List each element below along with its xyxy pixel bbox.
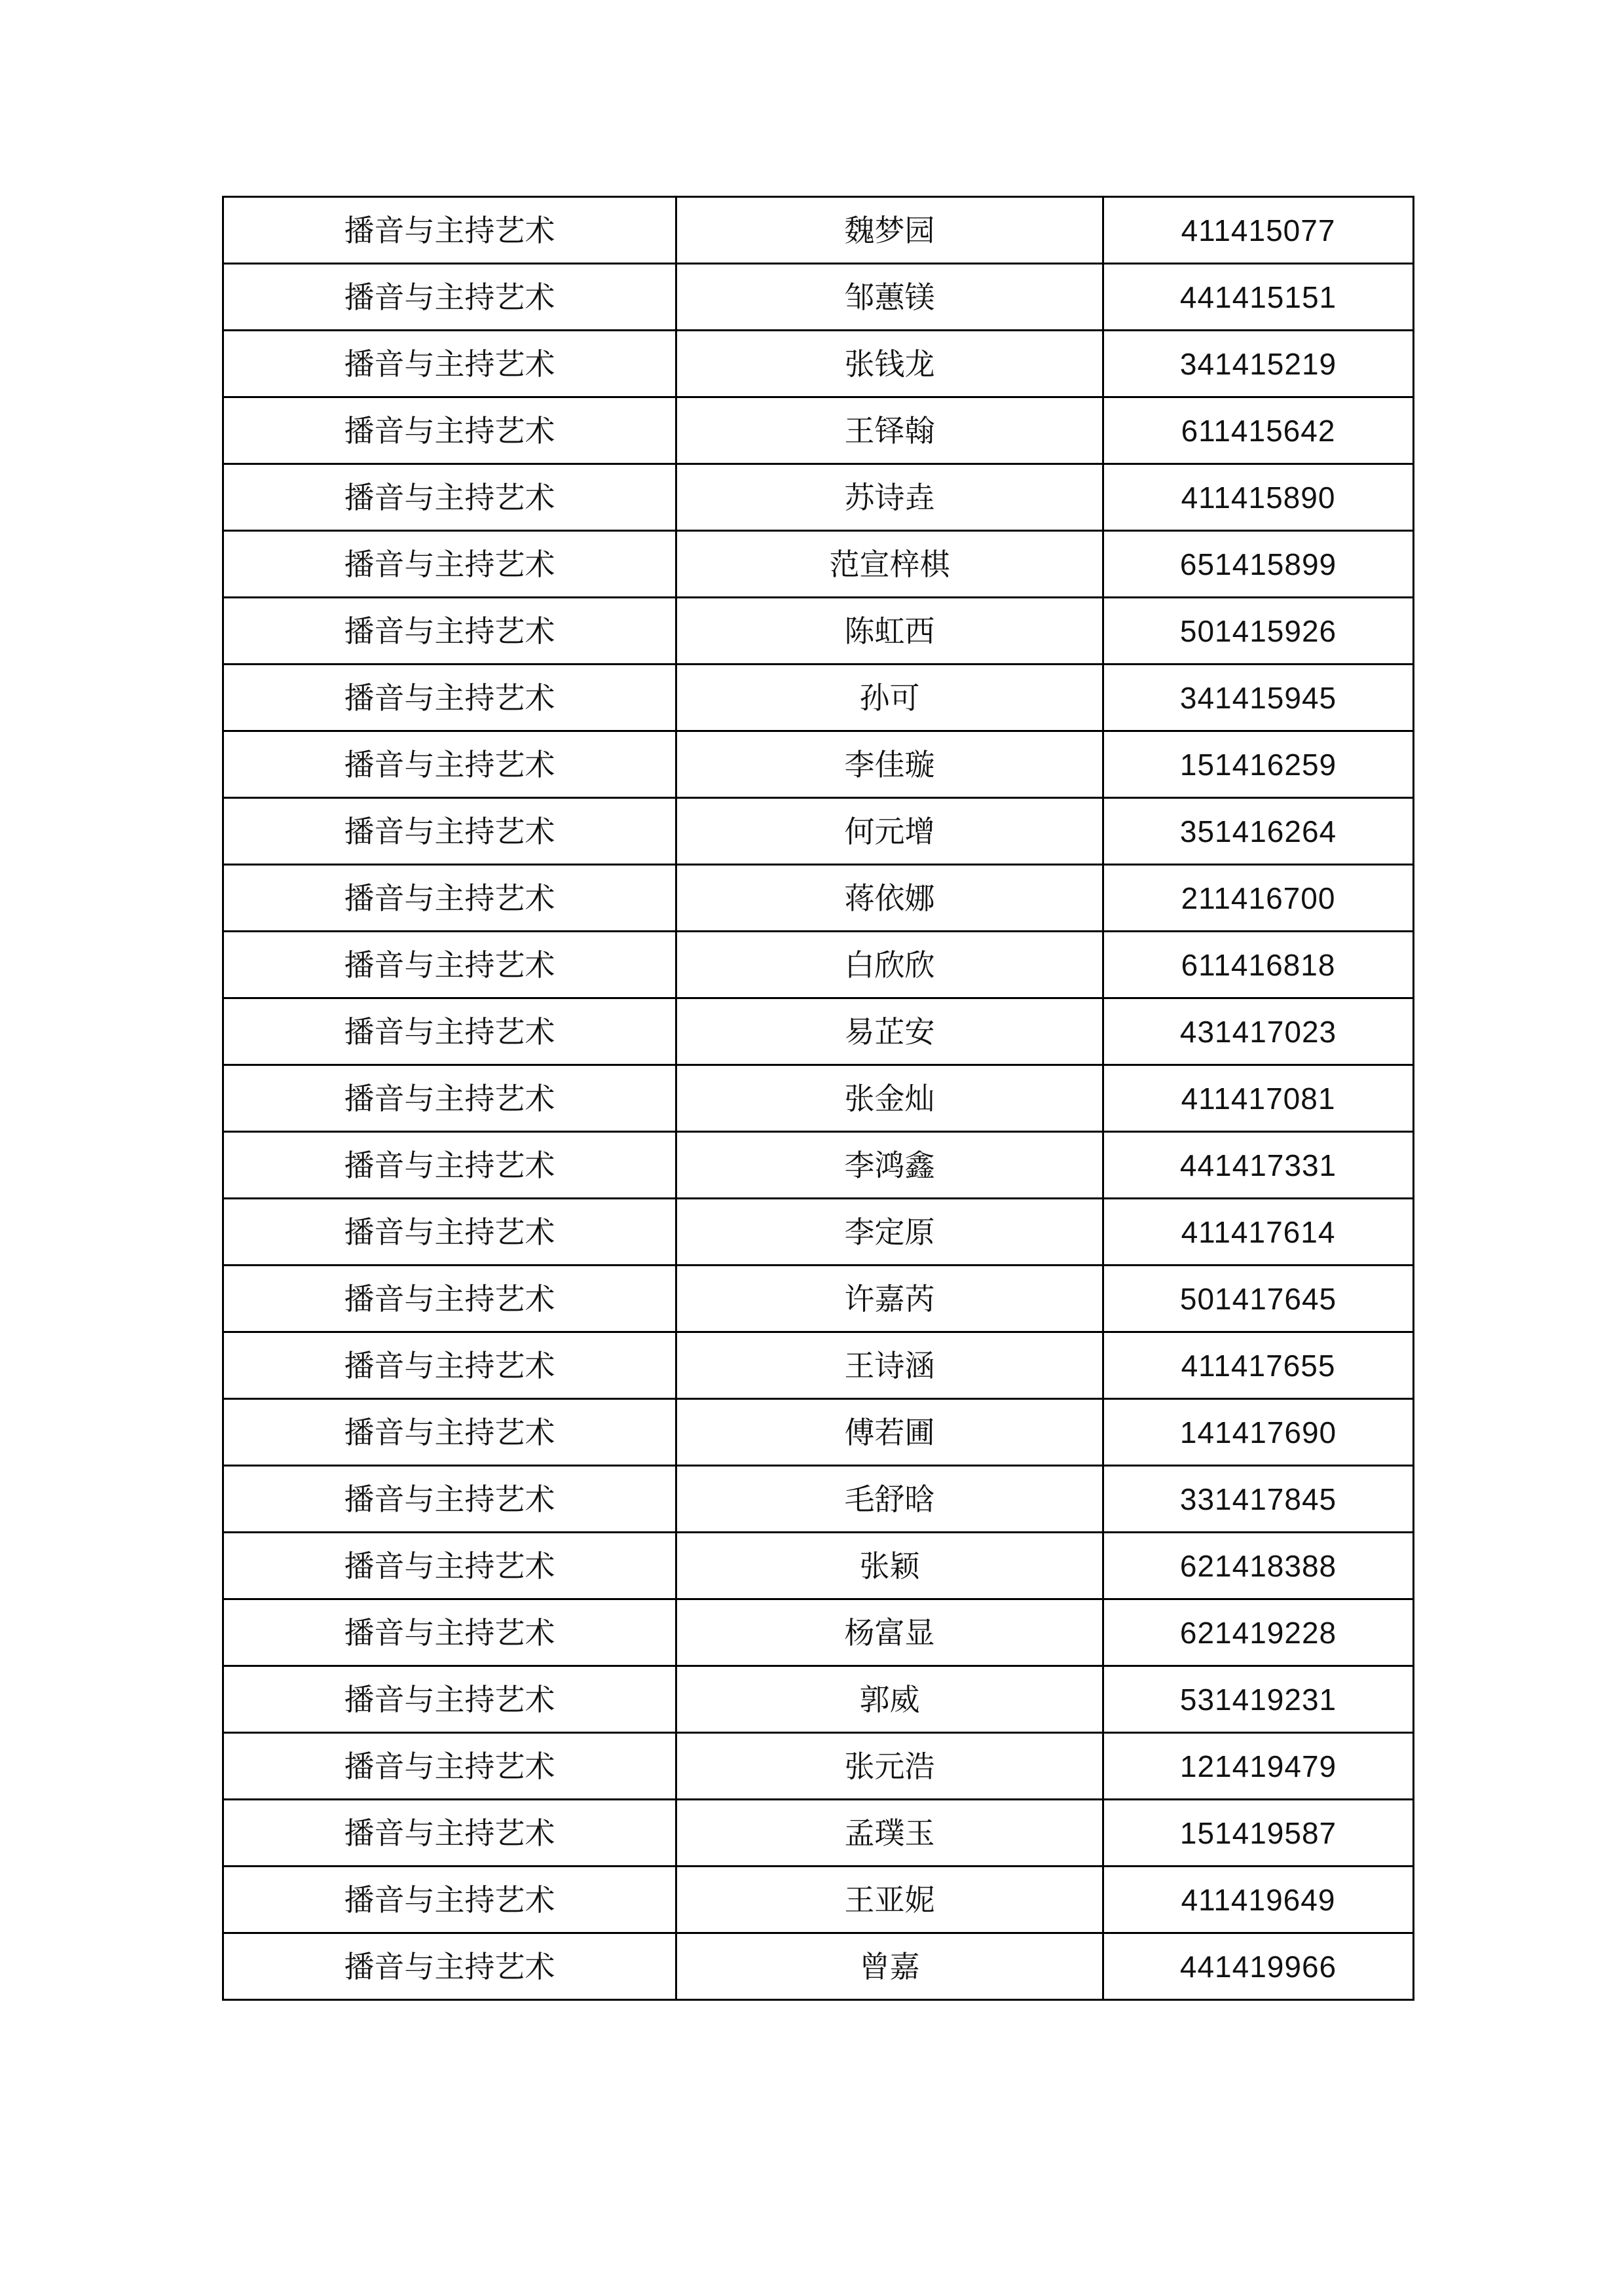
candidate-number-cell: 621418388 [1103,1533,1414,1599]
table-row [223,1199,1414,1266]
candidate-number-cell: 611415642 [1103,397,1414,464]
major-cell: 播音与主持艺术 [223,1065,676,1132]
roster-table [222,196,1414,2001]
table-row [223,397,1414,464]
table-row [223,1399,1414,1466]
major-cell: 播音与主持艺术 [223,1867,676,1933]
major-cell: 播音与主持艺术 [223,731,676,798]
student-name-cell: 傅若圃 [676,1399,1103,1466]
major-cell: 播音与主持艺术 [223,998,676,1065]
candidate-number-cell: 441415151 [1103,264,1414,331]
candidate-number-cell: 351416264 [1103,798,1414,865]
table-row [223,531,1414,598]
candidate-number-cell: 651415899 [1103,531,1414,598]
student-name-cell: 白欣欣 [676,932,1103,998]
candidate-number-cell: 151419587 [1103,1800,1414,1867]
candidate-number-cell: 411417081 [1103,1065,1414,1132]
candidate-number-cell: 611416818 [1103,932,1414,998]
table-row [223,331,1414,397]
table-row [223,1533,1414,1599]
candidate-number-cell: 341415945 [1103,665,1414,731]
student-name-cell: 张金灿 [676,1065,1103,1132]
table-row [223,464,1414,531]
student-name-cell: 易芷安 [676,998,1103,1065]
major-cell: 播音与主持艺术 [223,1933,676,2000]
major-cell: 播音与主持艺术 [223,1199,676,1266]
table-row [223,1800,1414,1867]
candidate-number-cell: 441417331 [1103,1132,1414,1199]
table-row [223,1266,1414,1332]
major-cell: 播音与主持艺术 [223,1266,676,1332]
table-row [223,1132,1414,1199]
student-name-cell: 孟璞玉 [676,1800,1103,1867]
major-cell: 播音与主持艺术 [223,1399,676,1466]
candidate-number-cell: 341415219 [1103,331,1414,397]
major-cell: 播音与主持艺术 [223,1332,676,1399]
table-row [223,1666,1414,1733]
candidate-number-cell: 411417655 [1103,1332,1414,1399]
candidate-number-cell: 211416700 [1103,865,1414,932]
roster-table-body [223,197,1414,2000]
table-row [223,197,1414,264]
major-cell: 播音与主持艺术 [223,197,676,264]
candidate-number-cell: 501417645 [1103,1266,1414,1332]
table-row [223,1933,1414,2000]
student-name-cell: 何元增 [676,798,1103,865]
candidate-number-cell: 331417845 [1103,1466,1414,1533]
major-cell: 播音与主持艺术 [223,397,676,464]
candidate-number-cell: 411417614 [1103,1199,1414,1266]
major-cell: 播音与主持艺术 [223,1132,676,1199]
major-cell: 播音与主持艺术 [223,932,676,998]
table-row [223,932,1414,998]
table-row [223,598,1414,665]
candidate-number-cell: 121419479 [1103,1733,1414,1800]
major-cell: 播音与主持艺术 [223,331,676,397]
table-row [223,998,1414,1065]
table-row [223,1466,1414,1533]
major-cell: 播音与主持艺术 [223,1666,676,1733]
student-name-cell: 曾嘉 [676,1933,1103,2000]
candidate-number-cell: 621419228 [1103,1599,1414,1666]
student-name-cell: 张颖 [676,1533,1103,1599]
student-name-cell: 王诗涵 [676,1332,1103,1399]
student-name-cell: 王亚妮 [676,1867,1103,1933]
student-name-cell: 范宣梓棋 [676,531,1103,598]
table-row [223,731,1414,798]
table-row [223,665,1414,731]
candidate-number-cell: 411415890 [1103,464,1414,531]
major-cell: 播音与主持艺术 [223,1733,676,1800]
table-row [223,798,1414,865]
major-cell: 播音与主持艺术 [223,464,676,531]
student-name-cell: 孙可 [676,665,1103,731]
candidate-number-cell: 441419966 [1103,1933,1414,2000]
student-name-cell: 毛舒晗 [676,1466,1103,1533]
major-cell: 播音与主持艺术 [223,531,676,598]
table-row [223,1332,1414,1399]
table-row [223,865,1414,932]
major-cell: 播音与主持艺术 [223,264,676,331]
table-row [223,1867,1414,1933]
candidate-number-cell: 531419231 [1103,1666,1414,1733]
student-name-cell: 李定原 [676,1199,1103,1266]
student-name-cell: 杨富显 [676,1599,1103,1666]
student-name-cell: 李鸿鑫 [676,1132,1103,1199]
candidate-number-cell: 141417690 [1103,1399,1414,1466]
major-cell: 播音与主持艺术 [223,798,676,865]
student-name-cell: 魏梦园 [676,197,1103,264]
major-cell: 播音与主持艺术 [223,1466,676,1533]
student-name-cell: 邹蕙镁 [676,264,1103,331]
table-row [223,264,1414,331]
student-name-cell: 蒋依娜 [676,865,1103,932]
major-cell: 播音与主持艺术 [223,1800,676,1867]
student-name-cell: 陈虹西 [676,598,1103,665]
major-cell: 播音与主持艺术 [223,1599,676,1666]
student-name-cell: 张元浩 [676,1733,1103,1800]
student-name-cell: 许嘉芮 [676,1266,1103,1332]
student-name-cell: 苏诗垚 [676,464,1103,531]
major-cell: 播音与主持艺术 [223,598,676,665]
candidate-number-cell: 411415077 [1103,197,1414,264]
table-row [223,1065,1414,1132]
major-cell: 播音与主持艺术 [223,665,676,731]
student-name-cell: 张钱龙 [676,331,1103,397]
table-row [223,1599,1414,1666]
major-cell: 播音与主持艺术 [223,1533,676,1599]
candidate-number-cell: 411419649 [1103,1867,1414,1933]
candidate-number-cell: 501415926 [1103,598,1414,665]
candidate-number-cell: 151416259 [1103,731,1414,798]
major-cell: 播音与主持艺术 [223,865,676,932]
student-name-cell: 郭威 [676,1666,1103,1733]
student-name-cell: 李佳璇 [676,731,1103,798]
candidate-number-cell: 431417023 [1103,998,1414,1065]
table-row [223,1733,1414,1800]
student-name-cell: 王铎翰 [676,397,1103,464]
